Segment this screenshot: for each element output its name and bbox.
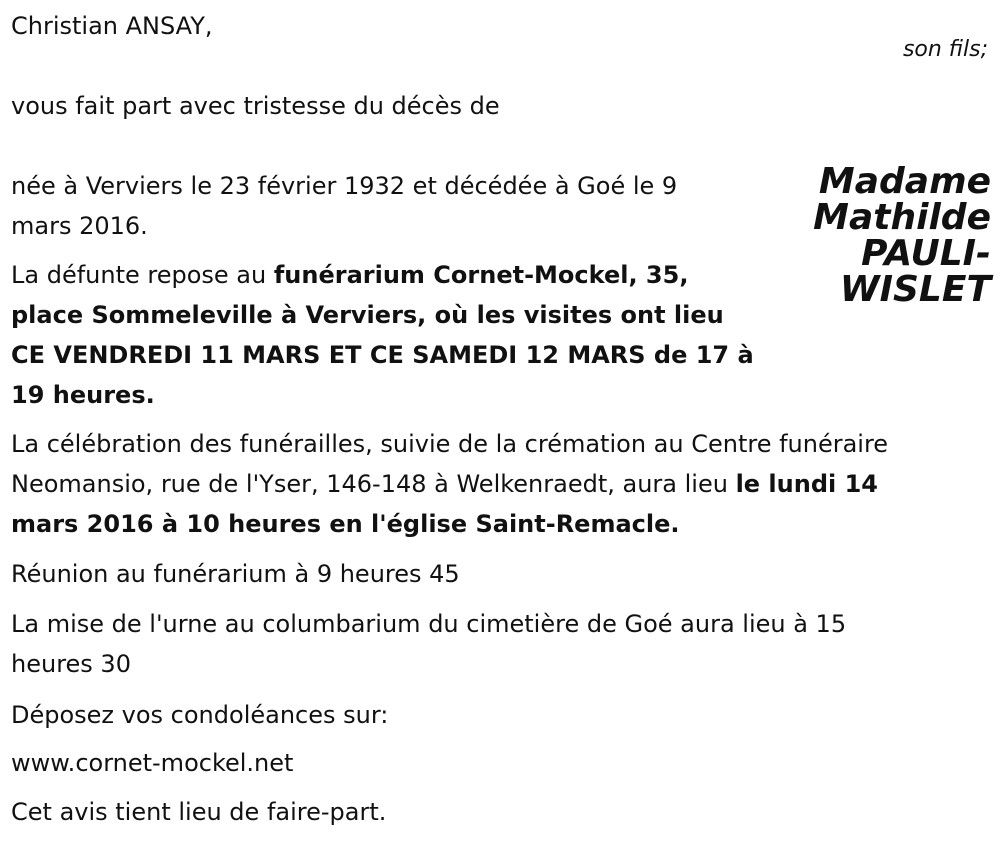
repose-bold-4: 19 heures. xyxy=(11,381,155,409)
repose-paragraph xyxy=(11,255,754,415)
birth-death-paragraph xyxy=(11,166,677,246)
deceased-name xyxy=(731,161,991,310)
urn-line-1: La mise de l'urne au columbarium du cimetière de Goé aura lieu à 15 xyxy=(11,610,847,638)
sender-role: son fils; xyxy=(902,37,988,62)
ceremony-date-bold: le lundi 14 xyxy=(735,470,878,498)
deceased-lastname-1: PAULI- xyxy=(861,233,991,274)
birth-line-2: mars 2016. xyxy=(11,212,148,240)
ceremony-line-3: mars 2016 à 10 heures en l'église Saint-Remacle. xyxy=(11,510,680,538)
deceased-title: Madame xyxy=(818,161,991,202)
ceremony-paragraph xyxy=(11,424,888,544)
condolences-link[interactable]: www.cornet-mockel.net xyxy=(11,749,294,777)
intro-text: vous fait part avec tristesse du décès de xyxy=(11,92,500,120)
urn-line-2: heures 30 xyxy=(11,650,131,678)
repose-bold-2: place Sommeleville à Verviers, où les visites ont lieu xyxy=(11,301,724,329)
ceremony-line-1: La célébration des funérailles, suivie de la crémation au Centre funéraire xyxy=(11,430,889,458)
repose-prefix: La défunte repose au xyxy=(11,261,274,289)
repose-bold-1: funérarium Cornet-Mockel, 35, xyxy=(273,261,689,289)
sender-name: Christian ANSAY, xyxy=(11,12,213,40)
deceased-lastname-2: WISLET xyxy=(839,269,991,310)
deceased-firstname: Mathilde xyxy=(813,197,991,238)
urn-paragraph xyxy=(11,604,846,684)
birth-line-1: née à Verviers le 23 février 1932 et décédée à Goé le 9 xyxy=(11,172,678,200)
condolences-label: Déposez vos condoléances sur: xyxy=(11,701,389,729)
repose-bold-3: CE VENDREDI 11 MARS ET CE SAMEDI 12 MARS de 17 à xyxy=(11,341,754,369)
meeting-text: Réunion au funérarium à 9 heures 45 xyxy=(11,560,460,588)
ceremony-line-2: Neomansio, rue de l'Yser, 146-148 à Welkenraedt, aura lieu xyxy=(11,470,736,498)
closing-text: Cet avis tient lieu de faire-part. xyxy=(11,798,387,826)
